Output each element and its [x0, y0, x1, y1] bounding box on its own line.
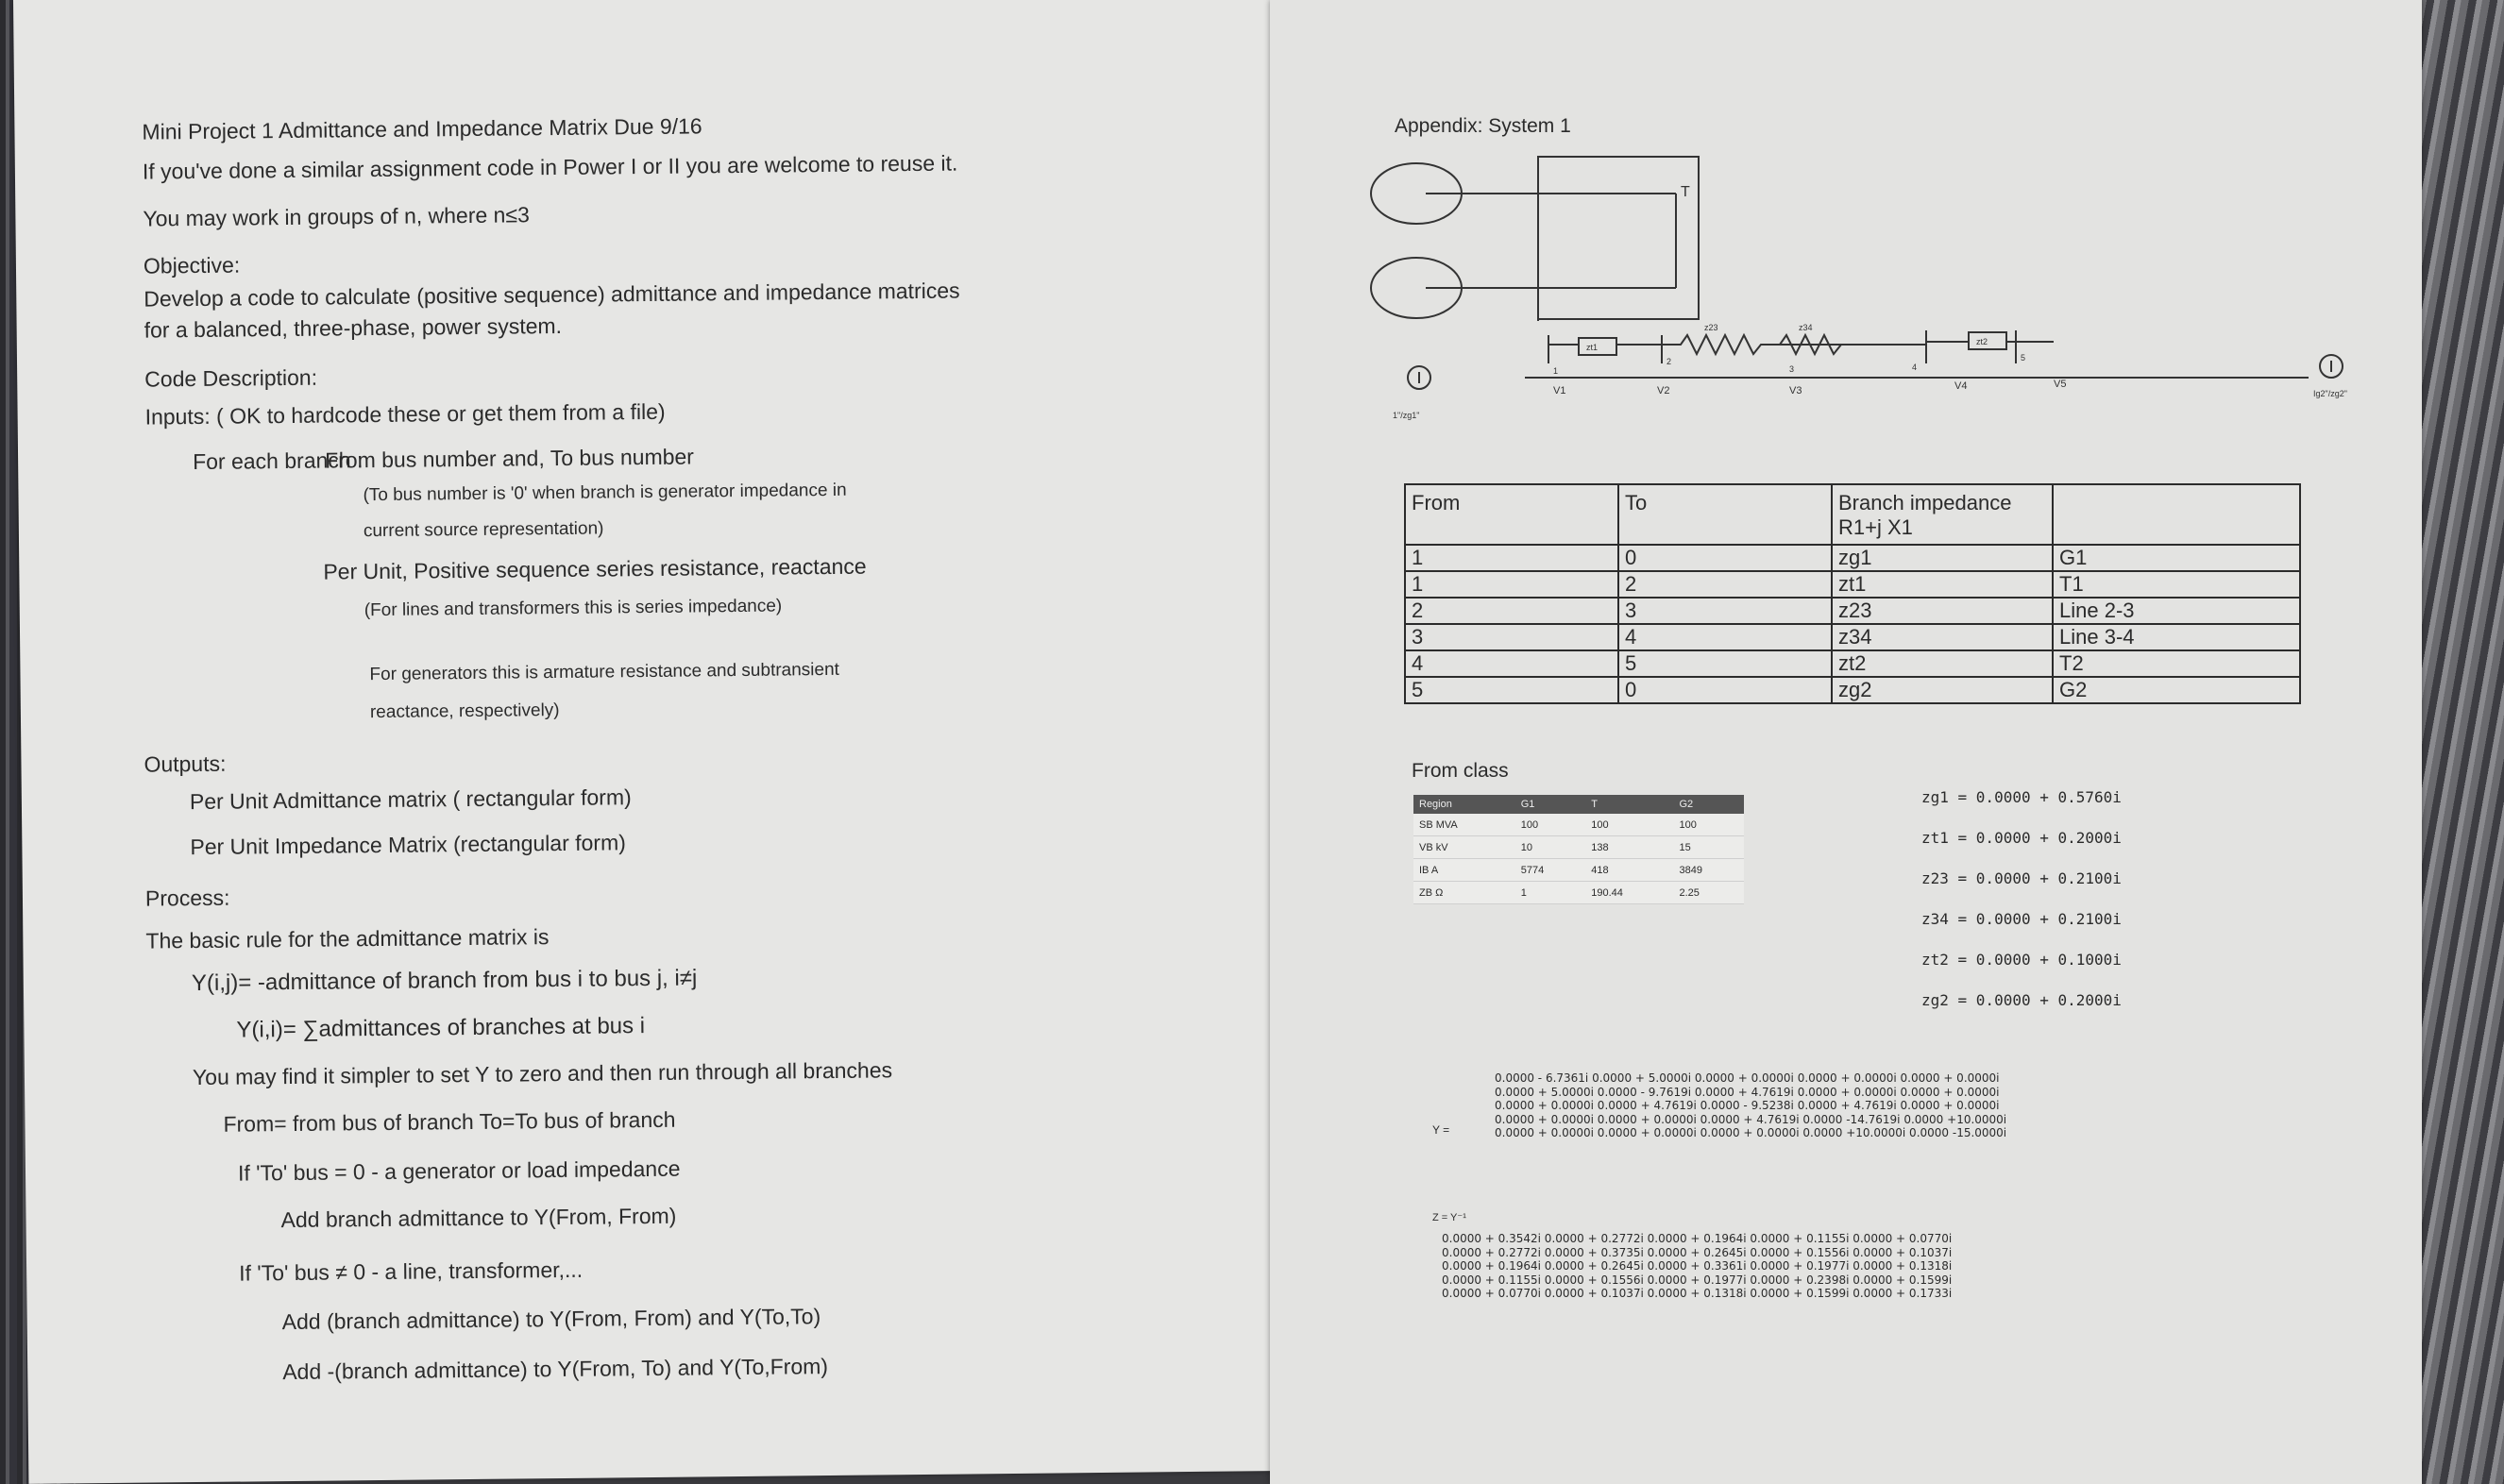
cell-g2: 15 [1673, 836, 1744, 859]
source-2-label: Ig2"/zg2" [2313, 389, 2347, 398]
cell-g2: 100 [1673, 814, 1744, 836]
z-matrix-row: 0.0000 + 0.3542i 0.0000 + 0.2772i 0.0000 + 0.1964i 0.0000 + 0.1155i 0.0000 + 0.0770i [1442, 1232, 1953, 1245]
header-from: From [1405, 484, 1618, 545]
cell-impedance: z23 [1832, 598, 2053, 624]
add-diagonal-both: Add (branch admittance) to Y(From, From) and Y(To,To) [281, 1304, 821, 1335]
v1-label: V1 [1553, 385, 1566, 396]
add-offdiagonal-negative: Add -(branch admittance) to Y(From, To) and Y(To,From) [282, 1354, 829, 1385]
from-to-definition: From= from bus of branch To=To bus of branch [223, 1106, 676, 1137]
from-class-heading: From class [1412, 760, 1509, 782]
code-description-heading: Code Description: [144, 364, 318, 392]
cell-impedance: zg2 [1832, 677, 2053, 703]
groups-note: You may work in groups of n, where n≤3 [143, 202, 530, 231]
table-row [1405, 571, 2300, 598]
cell-g1: 100 [1515, 814, 1586, 836]
cell-t: 190.44 [1585, 882, 1673, 904]
y-matrix-row: 0.0000 + 0.0000i 0.0000 + 4.7619i 0.0000 - 9.5238i 0.0000 + 4.7619i 0.0000 + 0.0000i [1495, 1099, 2000, 1112]
branch-table-header [1405, 484, 2300, 545]
cell-to: 5 [1618, 650, 1832, 677]
branch-table [1404, 483, 2301, 704]
table-row [1413, 882, 1744, 904]
from-to-bus: From bus number and, To bus number [324, 444, 695, 473]
z23-label: z23 [1704, 323, 1718, 332]
table-row [1405, 677, 2300, 703]
cell-from: 5 [1405, 677, 1618, 703]
node-5-label: 5 [2021, 353, 2026, 363]
cell-impedance: z34 [1832, 624, 2053, 650]
y-matrix-row: 0.0000 - 6.7361i 0.0000 + 5.0000i 0.0000 + 0.0000i 0.0000 + 0.0000i 0.0000 + 0.0000i [1495, 1071, 2000, 1085]
y-matrix [1495, 1071, 2006, 1140]
z-matrix-row: 0.0000 + 0.1964i 0.0000 + 0.2645i 0.0000 + 0.3361i 0.0000 + 0.1977i 0.0000 + 0.1318i [1442, 1259, 1953, 1273]
output-admittance: Per Unit Admittance matrix ( rectangular form) [189, 784, 632, 815]
cell-element: T2 [2053, 650, 2300, 677]
cell-impedance: zt2 [1832, 650, 2053, 677]
node-2-label: 2 [1667, 357, 1672, 366]
table-row [1413, 814, 1744, 836]
each-branch-label: For each branch : [192, 447, 364, 475]
v3-label: V3 [1789, 385, 1802, 396]
table-row [1413, 836, 1744, 859]
system-one-line-diagram [1364, 142, 2403, 425]
header-region: Region [1413, 795, 1515, 814]
to-zero-note-1: (To bus number is '0' when branch is generator impedance in [363, 480, 847, 506]
cell-element: G1 [2053, 545, 2300, 571]
table-row [1405, 650, 2300, 677]
cell-from: 4 [1405, 650, 1618, 677]
node-4-label: 4 [1912, 363, 1918, 372]
v2-label: V2 [1657, 385, 1670, 396]
transformer-box [1538, 157, 1699, 319]
rule-offdiagonal: Y(i,j)= -admittance of branch from bus i to bus j, i≠j [191, 965, 698, 997]
if-to-nonzero: If 'To' bus ≠ 0 - a line, transformer,... [238, 1256, 584, 1286]
cell-to: 2 [1618, 571, 1832, 598]
inputs-heading: Inputs: ( OK to hardcode these or get them from a file) [144, 398, 666, 430]
cell-t: 100 [1585, 814, 1673, 836]
objective-line-1: Develop a code to calculate (positive sequence) admittance and impedance matrices [144, 278, 960, 312]
cell-g1: 5774 [1515, 859, 1586, 882]
v5-label: V5 [2054, 379, 2067, 390]
cell-quantity: VB kV [1413, 836, 1515, 859]
cell-g1: 1 [1515, 882, 1586, 904]
impedance-z23: z23 = 0.0000 + 0.2100i [1921, 869, 2122, 887]
reuse-note: If you've done a similar assignment code in Power I or II you are welcome to reuse it. [142, 150, 958, 184]
to-zero-note-2: current source representation) [363, 518, 604, 542]
cell-to: 4 [1618, 624, 1832, 650]
y-matrix-row: 0.0000 + 0.0000i 0.0000 + 0.0000i 0.0000 + 4.7619i 0.0000 -14.7619i 0.0000 +10.0000i [1495, 1112, 2007, 1126]
cell-g1: 10 [1515, 836, 1586, 859]
objective-line-2: for a balanced, three-phase, power system. [144, 312, 563, 343]
z-matrix [1442, 1232, 1952, 1301]
project-title: Mini Project 1 Admittance and Impedance Matrix Due 9/16 [142, 113, 702, 144]
appendix-title: Appendix: System 1 [1395, 115, 1571, 137]
table-row [1405, 624, 2300, 650]
impedance-z34: z34 = 0.0000 + 0.2100i [1921, 910, 2122, 928]
base-table-header [1413, 795, 1744, 814]
process-heading: Process: [144, 885, 230, 911]
z-matrix-label: Z = Y⁻¹ [1432, 1212, 1466, 1223]
impedance-zg1: zg1 = 0.0000 + 0.5760i [1921, 788, 2122, 806]
cell-element: Line 3-4 [2053, 624, 2300, 650]
y-matrix-row: 0.0000 + 5.0000i 0.0000 - 9.7619i 0.0000 + 4.7619i 0.0000 + 0.0000i 0.0000 + 0.0000i [1495, 1085, 2000, 1099]
cell-from: 1 [1405, 571, 1618, 598]
table-row [1405, 545, 2300, 571]
node-3-label: 3 [1789, 364, 1795, 374]
header-branch-impedance: Branch impedance R1+j X1 [1832, 484, 2053, 545]
zt2-label: zt2 [1976, 337, 1988, 346]
cell-t: 418 [1585, 859, 1673, 882]
cell-to: 0 [1618, 545, 1832, 571]
cell-element: T1 [2053, 571, 2300, 598]
z-matrix-row: 0.0000 + 0.0770i 0.0000 + 0.1037i 0.0000 + 0.1318i 0.0000 + 0.1599i 0.0000 + 0.1733i [1442, 1287, 1953, 1300]
z-matrix-row: 0.0000 + 0.1155i 0.0000 + 0.1556i 0.0000 + 0.1977i 0.0000 + 0.2398i 0.0000 + 0.1599i [1442, 1273, 1953, 1287]
cell-from: 2 [1405, 598, 1618, 624]
cell-quantity: SB MVA [1413, 814, 1515, 836]
generator-note-1: For generators this is armature resistance and subtransient [369, 659, 839, 685]
background-right-fabric [2419, 0, 2504, 1484]
header-t: T [1585, 795, 1673, 814]
simpler-approach: You may find it simpler to set Y to zero and then run through all branches [192, 1057, 893, 1090]
left-page [13, 0, 1322, 1484]
generator-note-2: reactance, respectively) [369, 700, 560, 723]
cell-quantity: ZB Ω [1413, 882, 1515, 904]
cell-to: 0 [1618, 677, 1832, 703]
impedance-zt2: zt2 = 0.0000 + 0.1000i [1921, 951, 2122, 969]
z-matrix-row: 0.0000 + 0.2772i 0.0000 + 0.3735i 0.0000 + 0.2645i 0.0000 + 0.1556i 0.0000 + 0.1037i [1442, 1245, 1953, 1259]
z34-label: z34 [1799, 323, 1813, 332]
cell-from: 1 [1405, 545, 1618, 571]
cell-to: 3 [1618, 598, 1832, 624]
rule-diagonal: Y(i,i)= ∑admittances of branches at bus i [236, 1013, 646, 1043]
impedance-zg2: zg2 = 0.0000 + 0.2000i [1921, 991, 2122, 1009]
node-1-label: 1 [1553, 366, 1559, 376]
header-g2: G2 [1673, 795, 1744, 814]
transformer-label: T [1681, 184, 1690, 200]
header-element [2053, 484, 2300, 545]
impedance-zt1: zt1 = 0.0000 + 0.2000i [1921, 829, 2122, 847]
zt1-label: zt1 [1586, 343, 1599, 352]
add-from-from: Add branch admittance to Y(From, From) [280, 1203, 677, 1233]
right-page [1270, 0, 2422, 1484]
y-matrix-row: 0.0000 + 0.0000i 0.0000 + 0.0000i 0.0000 + 0.0000i 0.0000 +10.0000i 0.0000 -15.0000i [1495, 1126, 2007, 1139]
if-to-zero: If 'To' bus = 0 - a generator or load impedance [237, 1155, 681, 1186]
header-g1: G1 [1515, 795, 1586, 814]
cell-g2: 2.25 [1673, 882, 1744, 904]
y-matrix-label: Y = [1432, 1123, 1450, 1137]
per-unit-input: Per Unit, Positive sequence series resistance, reactance [323, 553, 867, 584]
lines-transformers-note: (For lines and transformers this is series impedance) [364, 596, 783, 621]
output-impedance: Per Unit Impedance Matrix (rectangular form) [190, 830, 626, 860]
cell-element: G2 [2053, 677, 2300, 703]
cell-from: 3 [1405, 624, 1618, 650]
objective-heading: Objective: [143, 252, 241, 278]
v4-label: V4 [1954, 380, 1968, 392]
cell-impedance: zg1 [1832, 545, 2053, 571]
base-values-table [1413, 795, 1744, 904]
cell-g2: 3849 [1673, 859, 1744, 882]
cell-quantity: IB A [1413, 859, 1515, 882]
cell-t: 138 [1585, 836, 1673, 859]
cell-impedance: zt1 [1832, 571, 2053, 598]
table-row [1413, 859, 1744, 882]
source-1-label: 1"/zg1" [1393, 411, 1420, 420]
basic-rule: The basic rule for the admittance matrix is [145, 924, 550, 953]
table-row [1405, 598, 2300, 624]
header-to: To [1618, 484, 1832, 545]
outputs-heading: Outputs: [144, 750, 227, 777]
cell-element: Line 2-3 [2053, 598, 2300, 624]
